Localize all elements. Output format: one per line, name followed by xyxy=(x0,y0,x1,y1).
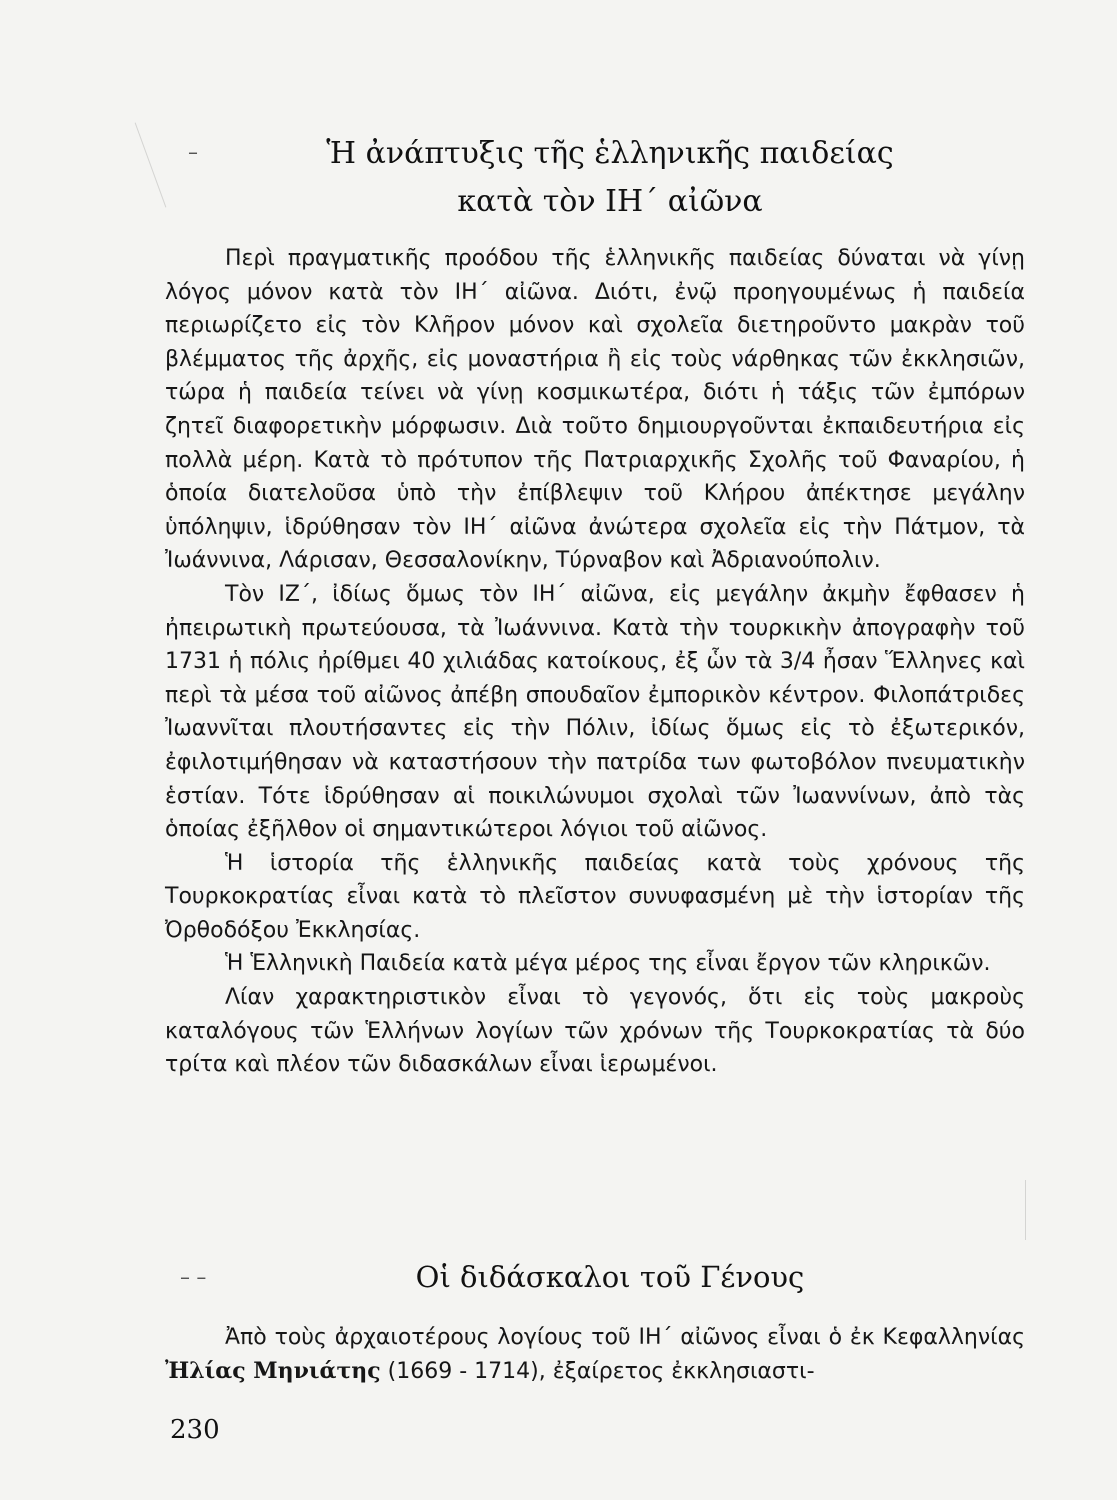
chapter-title-line-1: Ἡ ἀνάπτυξις τῆς ἑλληνικῆς παιδείας xyxy=(326,136,894,171)
left-edge-mark xyxy=(135,123,167,208)
body-section-2 xyxy=(165,1321,1025,1388)
bold-person-name: Ἠλίας Μηνιάτης xyxy=(165,1357,381,1384)
page-number: 230 xyxy=(170,1415,220,1445)
section-title: Οἱ διδάσκαλοι τοῦ Γένους xyxy=(415,1260,805,1294)
margin-dash-top: – xyxy=(188,140,198,164)
chapter-title xyxy=(180,130,1040,226)
chapter-title-line-2: κατὰ τὸν ΙΗ΄ αἰῶνα xyxy=(457,184,763,219)
paragraph: Ἡ ἱστορία τῆς ἑλληνικῆς παιδείας κατὰ τοὺς χρόνους τῆς Τουρκοκρατίας εἶναι κατὰ τὸ πλεῖστον συνυφασμένη μὲ τὴν ἱστορίαν τῆς Ὀρθοδόξου Ἐκκλησίας. xyxy=(165,850,1025,943)
margin-dash-bottom: – – xyxy=(180,1265,207,1289)
right-edge-mark xyxy=(1025,1180,1026,1240)
paragraph-text-after: (1669 - 1714), ἐξαίρετος ἐκκλησιαστι- xyxy=(380,1358,815,1384)
body-section-1 xyxy=(165,242,1025,1082)
paragraph: Λίαν χαρακτηριστικὸν εἶναι τὸ γεγονός, ὅτι εἰς τοὺς μακροὺς καταλόγους τῶν Ἑλλήνων λογίων τῶν χρόνων τῆς Τουρκοκρατίας τὰ δύο τρίτα καὶ πλέον τῶν διδασκάλων εἶναι ἱερωμένοι. xyxy=(165,985,1025,1078)
paragraph xyxy=(165,1321,1025,1388)
paragraph: Τὸν ΙΖ΄, ἰδίως ὅμως τὸν ΙΗ΄ αἰῶνα, εἰς μεγάλην ἀκμὴν ἔφθασεν ἡ ἠπειρωτικὴ πρωτεύουσα, τὰ Ἰωάννινα. Κατὰ τὴν τουρκικὴν ἀπογραφὴν τοῦ 1731 ἡ πόλις ἠρίθμει 40 χιλιάδας κατοίκους, ἐξ ὧν τὰ 3/4 ἦσαν Ἕλληνες καὶ περὶ τὰ μέσα τοῦ αἰῶνος ἀπέβη σπουδαῖον ἐμπορικὸν κέντρον. Φιλοπάτριδες Ἰωαννῖται πλουτήσαντες εἰς τὴν Πόλιν, ἰδίως ὅμως εἰς τὸ ἐξωτερικόν, ἐφιλοτιμήθησαν νὰ καταστήσουν τὴν πατρίδα των φωτοβόλον πνευματικὴν ἑστίαν. Τότε ἱδρύθησαν αἱ ποικιλώνυμοι σχολαὶ τῶν Ἰωαννίνων, ἀπὸ τὰς ὁποίας ἐξῆλθον οἱ σημαντικώτεροι λόγιοι τοῦ αἰῶνος. xyxy=(165,581,1025,843)
paragraph: Ἡ Ἑλληνικὴ Παιδεία κατὰ μέγα μέρος της εἶναι ἔργον τῶν κληρικῶν. xyxy=(225,951,991,977)
paragraph-text-before: Ἀπὸ τοὺς ἀρχαιοτέρους λογίους τοῦ ΙΗ΄ αἰῶνος εἶναι ὁ ἐκ Κεφαλληνίας xyxy=(225,1325,1025,1350)
paragraph: Περὶ πραγματικῆς προόδου τῆς ἑλληνικῆς παιδείας δύναται νὰ γίνῃ λόγος μόνον κατὰ τὸν ΙΗ΄ αἰῶνα. Διότι, ἐνῷ προηγουμένως ἡ παιδεία περιωρίζετο εἰς τὸν Κλῆρον μόνον καὶ σχολεῖα διετηροῦντο μακρὰν τοῦ βλέμματος τῆς ἀρχῆς, εἰς μοναστήρια ἢ εἰς τοὺς νάρθηκας τῶν ἐκκλησιῶν, τώρα ἡ παιδεία τείνει νὰ γίνῃ κοσμικωτέρα, διότι ἡ τάξις τῶν ἐμπόρων ζητεῖ διαφορετικὴν μόρφωσιν. Διὰ τοῦτο δημιουργοῦνται ἐκπαιδευτήρια εἰς πολλὰ μέρη. Κατὰ τὸ πρότυπον τῆς Πατριαρχικῆς Σχολῆς τοῦ Φαναρίου, ἡ ὁποία διατελοῦσα ὑπὸ τὴν ἐπίβλεψιν τοῦ Κλήρου ἀπέκτησε μεγάλην ὑπόληψιν, ἱδρύθησαν τὸν ΙΗ΄ αἰῶνα ἀνώτερα σχολεῖα εἰς τὴν Πάτμον, τὰ Ἰωάννινα, Λάρισαν, Θεσσαλονίκην, Τύρναβον καὶ Ἀδριανούπολιν. xyxy=(165,246,1025,574)
